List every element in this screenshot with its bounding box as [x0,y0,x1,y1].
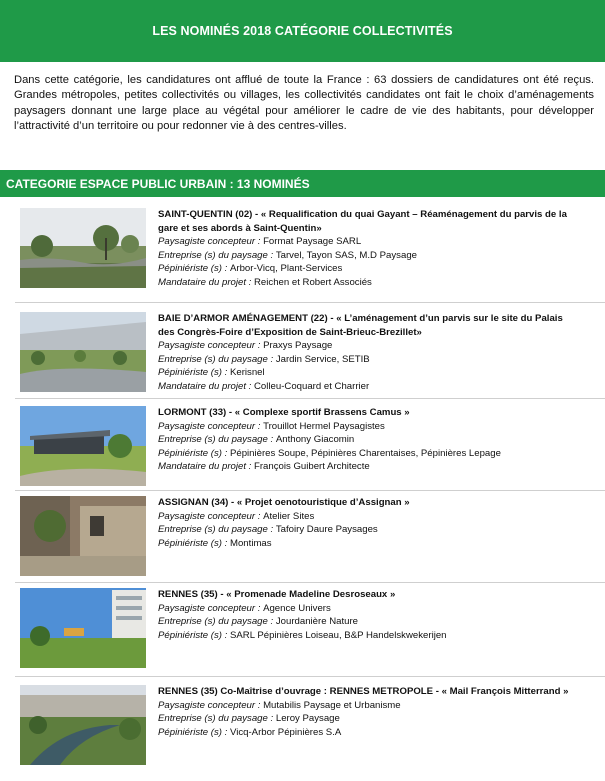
line-value: Kerisnel [229,367,265,379]
line-label: Pépiniériste (s) : [158,726,230,738]
entry-text [158,588,598,642]
project-photo [20,588,146,668]
project-photo [20,312,146,392]
line-value: Tarvel, Tayon SAS, M.D Paysage [275,249,417,261]
entry-project: - « Requalification du quai Gayant – Réaménagement du parvis de la [252,209,567,220]
project-photo [20,208,146,288]
entry-divider [15,582,605,583]
line-value: François Guibert Architecte [254,461,370,473]
entry-text [158,312,598,394]
line-value: Atelier Sites [263,510,315,522]
entry-text [158,496,598,550]
entry-place: SAINT-QUENTIN (02) [158,209,253,220]
entry-divider [15,490,605,491]
page-banner [0,0,605,62]
line-value: Anthony Giacomin [275,434,355,446]
line-value: Trouillot Hermel Paysagistes [263,420,385,432]
intro-paragraph: Dans cette catégorie, les candidatures ont afflué de toute la France : 63 dossiers de candidatures ont été reçus. Grandes métropoles, petites collectivités ou villages, les collectivités candidates ont fait le choix d’aménagements paysagers donnant une large place au végétal pour améliorer le cadre de vie des habitants, pour développer l’attractivité d’un territoire ou pour redonner vie à des centres-villes. [14,74,594,132]
line-value: Colleu-Coquard et Charrier [254,380,370,392]
line-value: Vicq-Arbor Pépinières S.A [229,726,342,738]
line-label: Paysagiste concepteur : [158,510,264,522]
line-label: Entreprise (s) du paysage : [158,616,276,628]
entry-place: ASSIGNAN (34) [158,497,229,508]
line-value: Reichen et Robert Associés [254,276,372,288]
line-value: Praxys Paysage [263,340,333,352]
line-value: SARL Pépinières Loiseau, B&P Handelskwekerijen [229,629,447,641]
entry-divider [15,398,605,399]
line-label: Entreprise (s) du paysage : [158,353,276,365]
line-label: Pépiniériste (s) : [158,537,230,549]
entry-text [158,685,598,739]
project-photo [20,496,146,576]
line-value: Montimas [229,537,272,549]
entry-project: - « Complexe sportif Brassens Camus » [226,407,410,418]
project-photo [20,406,146,486]
entry-divider [15,302,605,303]
line-value: Jardin Service, SETIB [275,353,370,365]
entry-text [158,208,598,290]
section-header [0,170,605,197]
line-label: Pépiniériste (s) : [158,367,230,379]
entry-project-cont: gare et ses abords à Saint-Quentin» [158,222,322,234]
line-value: Jourdanière Nature [275,616,358,628]
line-value: Mutabilis Paysage et Urbanisme [263,699,401,711]
line-label: Mandataire du projet : [158,461,254,473]
line-label: Paysagiste concepteur : [158,699,264,711]
line-label: Paysagiste concepteur : [158,420,264,432]
entry-place: BAIE D’ARMOR AMÉNAGEMENT (22) [158,313,328,324]
line-label: Mandataire du projet : [158,380,254,392]
line-label: Pépiniériste (s) : [158,629,230,641]
line-value: Format Paysage SARL [263,236,362,248]
entry-project-cont: des Congrès-Foire d’Exposition de Saint-Brieuc-Brezillet» [158,326,422,338]
entry-project: - « Mail François Mitterrand » [433,686,569,697]
line-label: Entreprise (s) du paysage : [158,249,276,261]
line-label: Pépiniériste (s) : [158,263,230,275]
entry-text [158,406,598,474]
entry-divider [15,676,605,677]
entry-place: LORMONT (33) [158,407,227,418]
line-label: Entreprise (s) du paysage : [158,713,276,725]
line-label: Mandataire du projet : [158,276,254,288]
line-value: Tafoiry Daure Paysages [275,524,378,536]
line-label: Paysagiste concepteur : [158,340,264,352]
line-value: Agence Univers [263,602,331,614]
banner-title: LES NOMINÉS 2018 CATÉGORIE COLLECTIVITÉS [152,24,453,38]
entry-project: - « L’aménagement d’un parvis sur le site du Palais [327,313,563,324]
entry-place: RENNES (35) Co-Maîtrise d’ouvrage : RENNES METROPOLE [158,686,434,697]
entry-project: - « Projet oenotouristique d’Assignan » [228,497,410,508]
entry-project: - « Promenade Madeline Desroseaux » [217,589,396,600]
section-title: CATEGORIE ESPACE PUBLIC URBAIN : 13 NOMINÉS [6,176,310,191]
line-label: Paysagiste concepteur : [158,236,264,248]
line-value: Pépinières Soupe, Pépinières Charentaises, Pépinières Lepage [229,447,501,459]
line-label: Entreprise (s) du paysage : [158,434,276,446]
entry-place: RENNES (35) [158,589,218,600]
line-value: Arbor-Vicq, Plant-Services [229,263,343,275]
line-label: Pépiniériste (s) : [158,447,230,459]
line-label: Entreprise (s) du paysage : [158,524,276,536]
project-photo [20,685,146,765]
line-label: Paysagiste concepteur : [158,602,264,614]
line-value: Leroy Paysage [275,713,340,725]
